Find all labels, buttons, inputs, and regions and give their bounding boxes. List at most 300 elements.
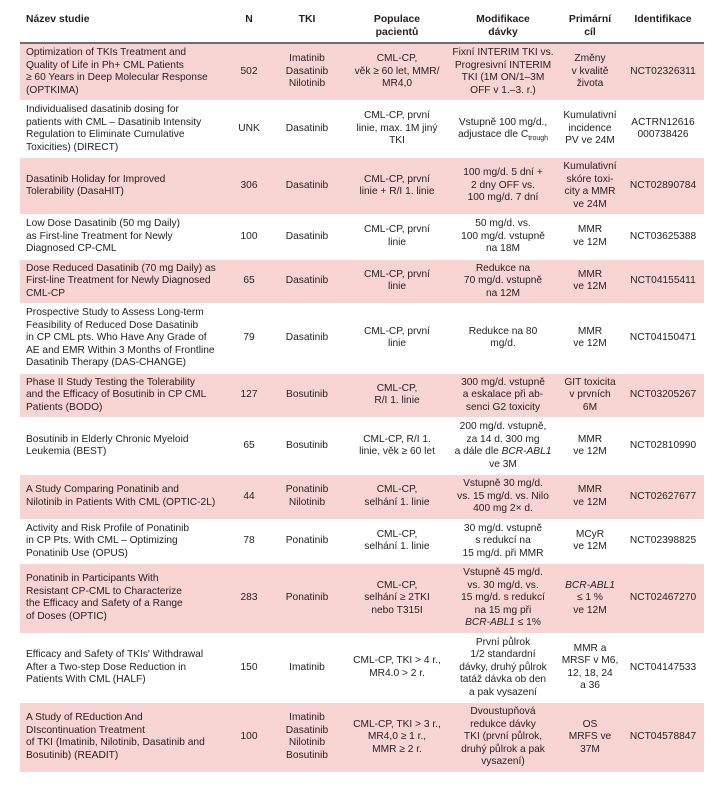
- dose-modification-cell: [448, 373, 558, 418]
- primary-endpoint-line: Změny: [574, 53, 606, 65]
- study-name-line: Toxicities) (DIRECT): [26, 141, 119, 153]
- study-name-cell: [20, 101, 230, 158]
- study-name-line: DIscontinuation Treatment: [26, 724, 145, 736]
- study-name-line: Prospective Study to Assess Long-term: [26, 307, 204, 318]
- study-name-line: ≥ 60 Years in Deep Molecular Response: [26, 72, 208, 83]
- study-name-line: A Study of REduction And: [26, 712, 143, 724]
- table-row: [20, 519, 704, 564]
- tki-line: Nilotinib: [288, 496, 326, 508]
- population-cell: [346, 703, 448, 773]
- population-line: MMR ≥ 2 r.: [372, 743, 422, 755]
- population-cell: [346, 259, 448, 304]
- identifier-cell: [622, 373, 704, 418]
- header-primary-endpoint: [558, 6, 622, 43]
- study-name-cell: [20, 564, 230, 634]
- tki-cell: [268, 259, 346, 304]
- n-cell: [230, 519, 268, 564]
- dose-modification-line: 200 mg/d. vstupně,: [459, 421, 547, 432]
- primary-endpoint-line: Kumulativní: [563, 110, 617, 122]
- primary-endpoint-cell: [558, 703, 622, 773]
- tki-line: Nilotinib: [288, 78, 326, 90]
- population-line: CML-CP, první: [363, 173, 431, 185]
- header-text: Populace: [373, 14, 421, 25]
- primary-endpoint-line: incidence: [568, 122, 612, 134]
- dose-modification-line: dávky, druhý půlrok: [459, 661, 547, 673]
- n-value: UNK: [238, 122, 260, 134]
- n-cell: [230, 304, 268, 374]
- study-name-line: Dasatinib Therapy (DAS-CHANGE): [26, 357, 187, 368]
- dose-modification-line: za 14 d. 300 mg: [466, 433, 540, 445]
- table-row: [20, 373, 704, 418]
- identifier-line: NCT02627677: [629, 490, 697, 502]
- study-name-line: Feasibility of Reduced Dose Dasatinib: [26, 319, 199, 331]
- dose-modification-cell: [448, 519, 558, 564]
- identifier-line: NCT02326311: [630, 65, 696, 77]
- study-name-line: A Study Comparing Ponatinib and: [26, 484, 179, 496]
- n-cell: [230, 158, 268, 215]
- study-name-line: the Efficacy and Safety of a Range: [26, 598, 183, 610]
- study-name-line: AE and EMR Within 3 Months of Frontline: [26, 344, 215, 356]
- gene-name-text: BCR-ABL1: [501, 446, 552, 457]
- population-cell: [346, 418, 448, 475]
- dose-modification-line: redukce dávky: [470, 718, 536, 730]
- n-value: 100: [240, 731, 258, 742]
- primary-endpoint-cell: [558, 564, 622, 634]
- table-row: [20, 43, 704, 101]
- dose-modification-line: s redukcí na: [475, 535, 531, 546]
- tki-line: Bosutinib: [286, 749, 328, 761]
- table-header-row: [20, 6, 704, 43]
- identifier-line: 000738426: [637, 129, 689, 140]
- tki-line: Dasatinib: [285, 332, 329, 343]
- table-row: [20, 259, 704, 304]
- gene-name-text: BCR-ABL1: [465, 617, 515, 628]
- table-body: [20, 43, 704, 772]
- population-line: TKI: [389, 135, 405, 147]
- n-value: 502: [240, 65, 258, 77]
- n-cell: [230, 259, 268, 304]
- study-name-line: Dasatinib Holiday for Improved: [26, 173, 166, 185]
- study-name-line: Quality of Life in Ph+ CML Patients: [26, 59, 184, 71]
- population-line: linie, max. 1M jiný: [356, 122, 438, 134]
- dose-modification-line: Dvoustupňová: [470, 706, 536, 717]
- n-cell: [230, 564, 268, 634]
- dose-modification-line: 100 mg/d. 7 dní: [467, 192, 539, 204]
- dose-modification-line: Redukce na: [475, 262, 531, 274]
- study-name-line: and the Efficacy of Bosutinib in CP CML: [26, 389, 207, 400]
- primary-endpoint-line: v prvních: [569, 389, 611, 400]
- study-name-cell: [20, 373, 230, 418]
- study-name-line: Efficacy and Safety of TKIs' Withdrawal: [26, 649, 204, 660]
- study-name-line: First-line Treatment for Newly Diagnosed: [26, 275, 211, 286]
- primary-endpoint-line: ve 12M: [573, 281, 607, 293]
- dose-modification-line: na 15 mg při: [474, 604, 532, 616]
- primary-endpoint-line: ve 12M: [573, 604, 607, 616]
- population-line: CML-CP,: [376, 484, 418, 496]
- primary-endpoint-line: MMR: [577, 433, 603, 445]
- primary-endpoint-line: ve 12M: [573, 338, 607, 350]
- population-cell: [346, 215, 448, 260]
- dose-modification-cell: [448, 158, 558, 215]
- n-cell: [230, 633, 268, 703]
- dose-modification-line: ve 3M: [489, 458, 517, 470]
- tki-cell: [268, 215, 346, 260]
- header-text: pacientů: [375, 27, 419, 38]
- dose-modification-line: BCR-ABL1 ≤ 1%: [465, 617, 541, 628]
- primary-endpoint-line: MMR: [577, 484, 603, 496]
- primary-endpoint-line: BCR-ABL1: [565, 579, 615, 591]
- tki-cell: [268, 564, 346, 634]
- tki-cell: [268, 158, 346, 215]
- tki-line: Ponatinib: [285, 484, 329, 496]
- identifier-line: NCT02810990: [629, 439, 697, 451]
- n-cell: [230, 475, 268, 520]
- study-name-line: Individualised dasatinib dosing for: [26, 104, 179, 115]
- dose-modification-line: Redukce na 80: [468, 325, 538, 337]
- primary-endpoint-line: MMR a: [573, 642, 607, 654]
- dose-modification-line: 2 dny OFF vs.: [471, 179, 535, 191]
- identifier-cell: [622, 259, 704, 304]
- n-cell: [230, 373, 268, 418]
- primary-endpoint-line: Kumulativní: [563, 161, 617, 172]
- dose-modification-line: vysazení): [481, 756, 525, 767]
- header-text: N: [245, 14, 253, 25]
- dose-modification-line: 30 mg/d. vstupně: [463, 522, 543, 534]
- population-line: CML-CP, TKI > 4 r.,: [353, 655, 441, 667]
- study-name-line: Ponatinib in Participants With: [26, 573, 159, 585]
- primary-endpoint-line: ve 12M: [573, 541, 607, 553]
- dose-modification-line: 70 mg/d. vstupně: [463, 275, 543, 286]
- tki-line: Imatinib: [289, 53, 325, 65]
- study-name-cell: [20, 633, 230, 703]
- study-name-line: Optimization of TKIs Treatment and: [26, 47, 187, 58]
- population-cell: [346, 304, 448, 374]
- dose-modification-line: Vstupně 30 mg/d.: [463, 478, 543, 489]
- dose-modification-line: TKI (1M ON/1–3M: [461, 72, 545, 83]
- trials-table-container: [20, 6, 704, 773]
- population-line: linie: [387, 281, 407, 293]
- dose-modification-line: 100 mg/d. 5 dní +: [463, 167, 543, 179]
- identifier-line: NCT02467270: [629, 592, 697, 603]
- dose-modification-cell: [448, 43, 558, 101]
- tki-line: Ponatinib: [285, 592, 329, 603]
- primary-endpoint-line: GIT toxicita: [564, 376, 616, 388]
- n-value: 44: [243, 490, 255, 502]
- primary-endpoint-line: MRFS ve: [568, 731, 612, 742]
- dose-line: [450, 129, 556, 142]
- header-text: dávky: [488, 27, 518, 38]
- study-name-cell: [20, 703, 230, 773]
- tki-line: Dasatinib: [285, 230, 329, 242]
- population-cell: [346, 43, 448, 101]
- dose-modification-cell: [448, 101, 558, 158]
- n-value: 100: [240, 230, 258, 242]
- header-tki: [268, 6, 346, 43]
- n-value: 79: [243, 332, 255, 343]
- primary-endpoint-line: MRSF v M6,: [561, 655, 619, 667]
- tki-cell: [268, 418, 346, 475]
- primary-endpoint-cell: [558, 259, 622, 304]
- primary-endpoint-line: city a MMR: [564, 186, 616, 197]
- trials-table: [20, 6, 704, 773]
- primary-endpoint-line: ve 12M: [573, 236, 607, 248]
- identifier-line: NCT04150471: [629, 332, 697, 343]
- dose-modification-line: 50 mg/d. vs.: [475, 218, 531, 229]
- primary-endpoint-line: 6M: [582, 401, 598, 413]
- primary-endpoint-cell: [558, 43, 622, 101]
- n-cell: [230, 418, 268, 475]
- study-name-line: (OPTKIMA): [26, 84, 79, 96]
- population-line: linie, věk ≥ 60 let: [359, 446, 435, 457]
- dose-modification-line: 15 mg/d. při MMR: [462, 547, 544, 559]
- primary-endpoint-cell: [558, 475, 622, 520]
- population-line: MR4.0 > 2 r.: [369, 667, 425, 679]
- primary-endpoint-cell: [558, 158, 622, 215]
- study-name-cell: [20, 215, 230, 260]
- header-identifier: [622, 6, 704, 43]
- dose-modification-cell: [448, 475, 558, 520]
- n-cell: [230, 215, 268, 260]
- population-line: CML-CP, první: [363, 110, 431, 122]
- n-value: 283: [240, 592, 258, 603]
- tki-line: Dasatinib: [285, 65, 329, 77]
- primary-endpoint-line: ≤ 1 %: [577, 592, 603, 603]
- tki-cell: [268, 475, 346, 520]
- study-name-line: in CP Pts. With CML – Optimizing: [26, 535, 178, 546]
- primary-endpoint-line: ve 24M: [573, 198, 607, 210]
- primary-endpoint-line: a 36: [580, 680, 600, 692]
- population-cell: [346, 564, 448, 634]
- population-line: linie + R/I 1. linie: [359, 186, 435, 197]
- dose-modification-line: 1/2 standardní: [470, 649, 536, 660]
- population-line: MR4,0 ≥ 1 r.,: [367, 731, 427, 742]
- dose-modification-line: vs. 30 mg/d. vs.: [467, 579, 539, 591]
- dose-modification-line: senci G2 toxicity: [465, 401, 541, 413]
- dose-modification-cell: [448, 259, 558, 304]
- identifier-line: NCT02398825: [629, 535, 697, 546]
- population-line: CML-CP,: [376, 528, 418, 540]
- population-line: CML-CP, první: [363, 224, 431, 236]
- dose-modification-line: 100 mg/d. vstupně: [461, 230, 545, 242]
- tki-line: Dasatinib: [285, 179, 329, 191]
- tki-cell: [268, 703, 346, 773]
- dose-modification-line: vs. 15 mg/d. vs. Nilo: [457, 490, 549, 502]
- n-value: 306: [240, 179, 258, 191]
- tki-line: Dasatinib: [285, 122, 329, 134]
- study-name-cell: [20, 158, 230, 215]
- header-population: [346, 6, 448, 43]
- study-name-line: Phase II Study Testing the Tolerability: [26, 376, 195, 388]
- primary-endpoint-line: 37M: [580, 743, 600, 755]
- dose-modification-line: Progresivní INTERIM: [454, 59, 552, 71]
- population-cell: [346, 158, 448, 215]
- population-cell: [346, 475, 448, 520]
- primary-endpoint-cell: [558, 304, 622, 374]
- primary-endpoint-cell: [558, 215, 622, 260]
- study-name-line: Ponatinib Use (OPUS): [26, 547, 128, 559]
- dose-modification-cell: [448, 703, 558, 773]
- population-line: CML-CP,: [376, 382, 418, 394]
- study-name-cell: [20, 304, 230, 374]
- population-line: selhání 1. linie: [364, 496, 430, 508]
- tki-line: Bosutinib: [286, 439, 328, 451]
- population-line: CML-CP, R/I 1.: [363, 433, 431, 445]
- population-line: CML-CP, první: [363, 325, 431, 337]
- primary-endpoint-line: OS: [582, 718, 598, 730]
- population-line: linie: [387, 236, 407, 248]
- table-row: [20, 215, 704, 260]
- table-row: [20, 101, 704, 158]
- population-line: R/I 1. linie: [374, 395, 420, 407]
- header-text: Primární: [568, 14, 612, 25]
- identifier-cell: [622, 158, 704, 215]
- population-line: nebo T315I: [371, 604, 423, 616]
- study-name-line: Bosutinib) (READIT): [26, 749, 119, 761]
- study-name-line: of TKI (Imatinib, Nilotinib, Dasatinib and: [26, 737, 205, 749]
- primary-endpoint-line: PV ve 24M: [565, 135, 615, 147]
- study-name-line: Activity and Risk Profile of Ponatinib: [26, 522, 190, 534]
- tki-cell: [268, 304, 346, 374]
- identifier-line: NCT02890784: [629, 179, 697, 191]
- header-dose-modification: [448, 6, 558, 43]
- dose-line-text: adjustace dle C: [457, 129, 529, 140]
- study-name-line: Nilotinib in Patients With CML (OPTIC-2L): [26, 496, 216, 508]
- primary-endpoint-cell: [558, 418, 622, 475]
- tki-line: Dasatinib: [285, 275, 329, 286]
- table-row: [20, 418, 704, 475]
- study-name-line: Patients (BODO): [26, 401, 103, 413]
- tki-line: Nilotinib: [288, 737, 326, 749]
- primary-endpoint-line: MMR: [577, 268, 603, 280]
- dose-modification-line: TKI (první půlrok,: [463, 731, 543, 742]
- table-row: [20, 633, 704, 703]
- study-name-line: Patients With CML (HALF): [26, 674, 146, 685]
- population-line: CML-CP,: [376, 579, 418, 591]
- primary-endpoint-cell: [558, 373, 622, 418]
- primary-endpoint-cell: [558, 633, 622, 703]
- tki-cell: [268, 101, 346, 158]
- study-name-line: Diagnosed CP-CML: [26, 243, 117, 254]
- table-row: [20, 158, 704, 215]
- study-name-line: Bosutinib in Elderly Chronic Myeloid: [26, 433, 189, 445]
- tki-line: Imatinib: [289, 661, 325, 673]
- primary-endpoint-cell: [558, 101, 622, 158]
- tki-cell: [268, 43, 346, 101]
- identifier-line: ACTRN12616: [631, 116, 695, 128]
- tki-line: Ponatinib: [285, 535, 329, 546]
- identifier-cell: [622, 475, 704, 520]
- dose-modification-cell: [448, 215, 558, 260]
- identifier-line: NCT04578847: [629, 731, 697, 742]
- table-row: [20, 564, 704, 634]
- population-cell: [346, 633, 448, 703]
- study-name-cell: [20, 519, 230, 564]
- dose-modification-line: druhý půlrok a pak: [461, 743, 545, 755]
- population-cell: [346, 101, 448, 158]
- identifier-line: NCT03625388: [629, 230, 697, 242]
- n-value: 150: [240, 661, 258, 673]
- tki-line: Dasatinib: [285, 724, 329, 736]
- dose-modification-line: a pak vysazení: [469, 686, 537, 698]
- primary-endpoint-line: ve 12M: [573, 446, 607, 457]
- n-value: 127: [240, 389, 258, 400]
- study-name-line: of Doses (OPTIC): [26, 610, 107, 622]
- table-row: [20, 703, 704, 773]
- tki-cell: [268, 633, 346, 703]
- population-line: MR4,0: [381, 78, 412, 90]
- identifier-cell: [622, 519, 704, 564]
- identifier-cell: [622, 564, 704, 634]
- population-line: CML-CP,: [376, 53, 418, 65]
- dose-modification-line: První půlrok: [475, 636, 531, 648]
- dose-modification-line: OFF v 1.–3. r.): [470, 84, 536, 96]
- study-name-cell: [20, 259, 230, 304]
- study-name-line: patients with CML – Dasatinib Intensity: [26, 116, 202, 128]
- dose-modification-line: 15 mg/d. s redukcí: [461, 592, 545, 603]
- dose-modification-line: a dále dle BCR-ABL1: [454, 446, 552, 457]
- study-name-line: CML-CP: [26, 287, 66, 299]
- tki-cell: [268, 519, 346, 564]
- primary-endpoint-cell: [558, 519, 622, 564]
- identifier-cell: [622, 43, 704, 101]
- identifier-line: NCT03205267: [629, 389, 697, 400]
- study-name-line: Resistant CP-CML to Characterize: [26, 585, 182, 597]
- dose-modification-line: Fixní INTERIM TKI vs.: [452, 47, 554, 58]
- identifier-cell: [622, 633, 704, 703]
- study-name-line: in CP CML pts. Who Have Any Grade of: [26, 332, 207, 343]
- study-name-line: as First-line Treatment for Newly: [26, 230, 173, 242]
- dose-modification-cell: [448, 304, 558, 374]
- primary-endpoint-line: MCyR: [575, 528, 605, 540]
- primary-endpoint-line: života: [576, 78, 604, 90]
- identifier-line: NCT04155411: [630, 275, 696, 286]
- header-text: TKI: [298, 14, 316, 25]
- dose-modification-line: na 18M: [486, 243, 520, 254]
- study-name-line: Dose Reduced Dasatinib (70 mg Daily) as: [26, 262, 216, 274]
- primary-endpoint-line: MMR: [577, 224, 603, 236]
- tki-line: Imatinib: [289, 712, 325, 724]
- study-name-line: Low Dose Dasatinib (50 mg Daily): [26, 218, 181, 229]
- primary-endpoint-line: ve 12M: [573, 496, 607, 508]
- study-name-line: After a Two-step Dose Reduction in: [26, 661, 187, 673]
- study-name-line: Tolerability (DasaHIT): [26, 186, 124, 197]
- study-name-cell: [20, 43, 230, 101]
- dose-modification-line: mg/d.: [490, 338, 516, 350]
- identifier-cell: [622, 703, 704, 773]
- n-value: 65: [243, 439, 255, 451]
- population-line: CML-CP, první: [363, 268, 431, 280]
- header-text: Modifikace: [476, 14, 530, 25]
- population-cell: [346, 519, 448, 564]
- population-line: linie: [387, 338, 407, 350]
- population-line: CML-CP, TKI > 3 r.,: [353, 718, 441, 730]
- identifier-cell: [622, 215, 704, 260]
- study-name-cell: [20, 418, 230, 475]
- primary-endpoint-line: 12, 18, 24: [567, 667, 613, 679]
- table-row: [20, 475, 704, 520]
- header-n: [230, 6, 268, 43]
- dose-modification-line: 300 mg/d. vstupně: [461, 376, 545, 388]
- population-line: selhání 1. linie: [364, 541, 430, 553]
- study-name-line: Leukemia (BEST): [26, 446, 107, 457]
- study-name-line: Regulation to Eliminate Cumulative: [26, 129, 185, 140]
- tki-line: Bosutinib: [286, 389, 328, 400]
- identifier-cell: [622, 101, 704, 158]
- dose-modification-cell: [448, 418, 558, 475]
- primary-endpoint-line: v kvalitě: [571, 65, 609, 77]
- n-cell: [230, 101, 268, 158]
- table-row: [20, 304, 704, 374]
